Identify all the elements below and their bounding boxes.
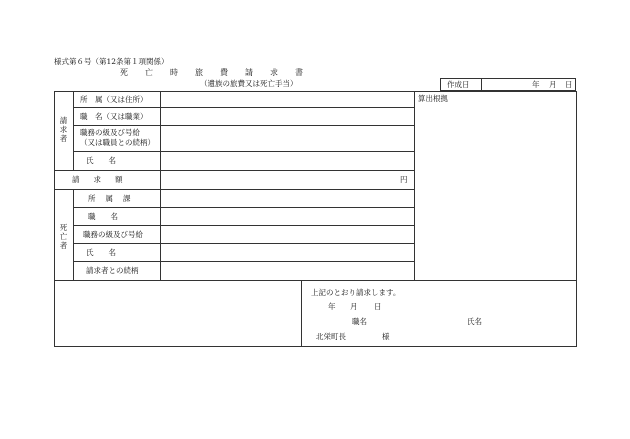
deceased-value-divider xyxy=(160,189,161,280)
row-line xyxy=(73,243,414,244)
declaration-position-label: 職名 xyxy=(352,317,367,326)
amount-unit: 円 xyxy=(400,175,408,184)
declaration-divider xyxy=(301,280,302,347)
date-divider xyxy=(481,78,482,91)
addressee-honorific: 様 xyxy=(382,332,390,341)
deceased-relation-label: 請求者との続柄 xyxy=(86,266,139,275)
declaration-day: 日 xyxy=(374,302,382,311)
form-subtitle: （遺族の旅費又は死亡手当） xyxy=(200,79,298,88)
calc-divider xyxy=(414,91,415,280)
declaration-name-label: 氏名 xyxy=(467,317,482,326)
claimant-affiliation-label: 所 属（又は住所） xyxy=(80,95,148,104)
deceased-name-label: 氏 名 xyxy=(86,248,116,257)
row-line xyxy=(73,151,414,152)
claimant-name-label: 氏 名 xyxy=(86,156,116,165)
declaration-year: 年 xyxy=(328,302,336,311)
row-line xyxy=(54,189,414,190)
row-line xyxy=(73,207,414,208)
deceased-department-label: 所属課 xyxy=(88,194,141,203)
row-line xyxy=(73,261,414,262)
row-line xyxy=(54,170,414,171)
form-title: 死亡時旅費請求書 xyxy=(120,68,320,77)
amount-label: 請求額 xyxy=(72,175,137,184)
amount-divider xyxy=(160,170,161,189)
claimant-label-divider xyxy=(73,91,74,170)
claimant-grade-label: 職務の級及び号給 xyxy=(80,128,140,137)
date-year-label: 年 xyxy=(532,80,540,89)
row-line xyxy=(73,125,414,126)
claimant-value-divider xyxy=(160,91,161,170)
row-line xyxy=(73,225,414,226)
calc-basis-label: 算出根拠 xyxy=(418,94,448,103)
claimant-section-label: 請求者 xyxy=(59,116,68,143)
declaration-top-line xyxy=(54,280,577,281)
date-day-label: 日 xyxy=(565,80,573,89)
deceased-grade-label: 職務の級及び号給 xyxy=(83,230,143,239)
deceased-label-divider xyxy=(73,189,74,280)
deceased-position-label: 職 名 xyxy=(88,212,118,221)
created-date-label: 作成日 xyxy=(447,80,470,89)
claimant-position-label: 職 名（又は職業） xyxy=(80,112,148,121)
claimant-relation-label: （又は職員との続柄） xyxy=(80,138,155,147)
row-line xyxy=(73,107,414,108)
declaration-month: 月 xyxy=(350,302,358,311)
date-month-label: 月 xyxy=(549,80,557,89)
form-number: 様式第６号（第12条第１項関係） xyxy=(54,57,169,66)
addressee-mayor: 北栄町長 xyxy=(316,332,346,341)
declaration-statement: 上記のとおり請求します。 xyxy=(311,288,401,297)
deceased-section-label: 死亡者 xyxy=(59,223,68,250)
